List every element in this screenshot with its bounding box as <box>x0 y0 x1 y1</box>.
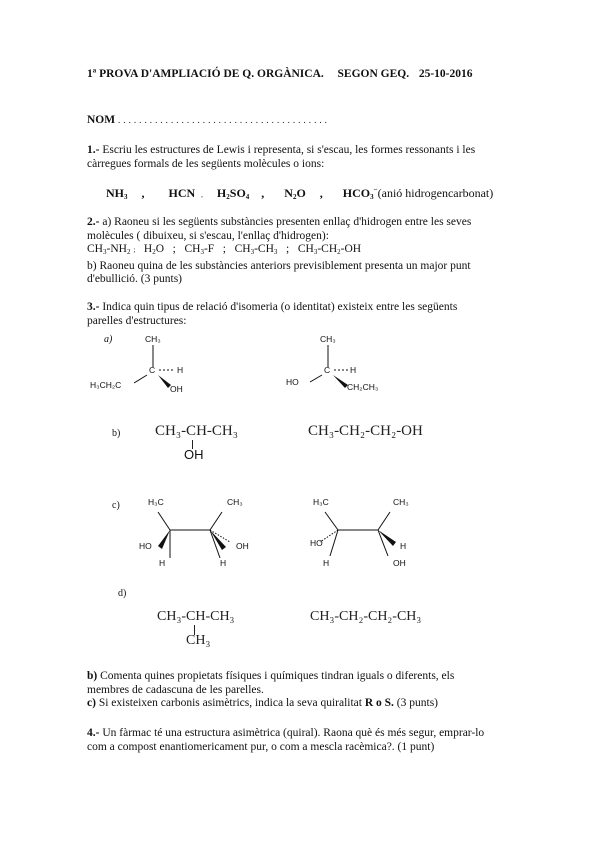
q3c-label: c) <box>87 697 96 709</box>
c-left-ch3a: H₃C <box>148 497 164 507</box>
c-left-ho: HO <box>139 541 152 551</box>
a-left-ethyl: H₃CH₂C <box>90 380 122 390</box>
a-left-h: H <box>177 365 184 375</box>
a-right-c: C <box>324 365 331 375</box>
q3-label-d: d) <box>118 588 127 599</box>
q1-species: $NH_3$ , HCN , $H_2SO_4$ , $N_2O$ , $HCO_3^-(anió$ hidrogencarbonat) <box>106 186 494 201</box>
q1-text-line1: Escriu les estructures de Lewis i representa, si s'escau, les formes ressonants i les <box>99 144 476 156</box>
c-left-oh: OH <box>236 541 249 551</box>
a-right-ho: HO <box>286 377 299 387</box>
q2-line2: molècules ( dibuixeu, si s'escau, l'enllaç d'hidrogen): <box>87 229 329 242</box>
q3c-rs: R o S. <box>364 697 394 709</box>
q3b-label: b) <box>87 670 98 682</box>
q3-number: 3.- <box>87 301 100 313</box>
q3-label-a: a) <box>104 334 113 345</box>
d-left-chain: CH₃-CH-CH₃ <box>157 609 235 624</box>
c-left-ch3b: CH₃ <box>227 497 243 507</box>
exam-date: 25-10-2016 <box>418 68 473 80</box>
q2-line4: b) Raoneu quina de les substàncies anteriors previsiblement presenta un major punt <box>87 259 471 272</box>
structures-a <box>80 330 420 410</box>
c-right-h1: H <box>400 541 407 551</box>
q3-line1: Indica quin tipus de relació d'isomeria (o identitat) existeix entre les següents <box>99 301 458 313</box>
q1-number: 1.- <box>87 144 100 156</box>
c-left-h1: H <box>159 558 166 568</box>
q3b-text2: membres de cadascuna de les parelles. <box>87 683 264 696</box>
q4-line1: Un fàrmac té una estructura asimètrica (quiral). Raona què és més segur, emprar-lo <box>99 727 485 739</box>
q2-substances: $CH_3-NH_2$ ; $H_2O$ ; $CH_3-F$ ; $CH_3-CH_3$ ; $CH_3-CH_2-OH$ <box>87 243 362 256</box>
a-right-h: H <box>350 365 357 375</box>
exam-group: SEGON GEQ. <box>337 68 410 80</box>
q3b-text1: Comenta quines propietats físiques i químiques tindran iguals o diferents, els <box>97 670 455 682</box>
c-left-h2: H <box>220 558 227 568</box>
q1-species-note: (anió hidrogencarbonat) <box>377 186 494 200</box>
name-field[interactable] <box>87 114 327 126</box>
q3-line2: parelles d'estructures: <box>87 314 187 327</box>
a-left-oh: OH <box>170 384 183 394</box>
name-dots: . . . . . . . . . . . . . . . . . . . . . . . . . . . . . . . . . . . . . . . . <box>117 115 328 125</box>
question-1 <box>87 144 475 171</box>
b-left-oh: OH <box>184 447 204 462</box>
a-left-ch3: CH₃ <box>145 334 161 344</box>
a-right-ethyl: CH₂CH₃ <box>347 382 379 392</box>
q3-label-c: c) <box>112 500 120 511</box>
structure-c-left <box>158 512 230 558</box>
b-left-chain: CH₃-CH-CH₃ <box>155 423 238 439</box>
question-3 <box>87 301 457 328</box>
c-right-ch3a: H₃C <box>313 497 329 507</box>
q2-line1: a) Raoneu si les següents substàncies presenten enllaç d'hidrogen entre les seves <box>99 216 472 228</box>
exam-header <box>87 68 473 80</box>
q3-label-b: b) <box>112 428 121 439</box>
q4-number: 4.- <box>87 727 100 739</box>
q4-line2: com a compost enantiomericament pur, o com a mescla racèmica?. (1 punt) <box>87 740 435 753</box>
c-right-oh: OH <box>393 558 406 568</box>
d-left-ch3: CH₃ <box>186 633 211 648</box>
structure-c-right <box>320 512 396 556</box>
question-2 <box>87 216 471 287</box>
c-right-h2: H <box>323 558 330 568</box>
q3c-text: Si existeixen carbonis asimètrics, indica la seva quiralitat <box>95 697 365 709</box>
name-label: NOM <box>87 114 116 126</box>
q1-text-line2: càrregues formals de les següents molècules o ions: <box>87 157 325 170</box>
a-left-c: C <box>149 365 156 375</box>
c-right-ho: HO <box>310 538 323 548</box>
exam-title: 1ª PROVA D'AMPLIACIÓ DE Q. ORGÀNICA. <box>87 68 324 80</box>
d-right-chain: CH₃-CH₂-CH₂-CH₃ <box>310 609 422 624</box>
q2-line5: d'ebullició. (3 punts) <box>87 273 183 285</box>
question-4 <box>87 727 484 754</box>
c-right-ch3b: CH₃ <box>393 497 409 507</box>
a-right-ch3: CH₃ <box>320 334 336 344</box>
b-right-chain: CH₃-CH₂-CH₂-OH <box>308 423 423 439</box>
q3-parts-bc <box>87 670 454 711</box>
q2-number: 2.- <box>87 216 100 228</box>
structures-c <box>130 500 430 570</box>
q3c-points: (3 punts) <box>393 697 439 709</box>
